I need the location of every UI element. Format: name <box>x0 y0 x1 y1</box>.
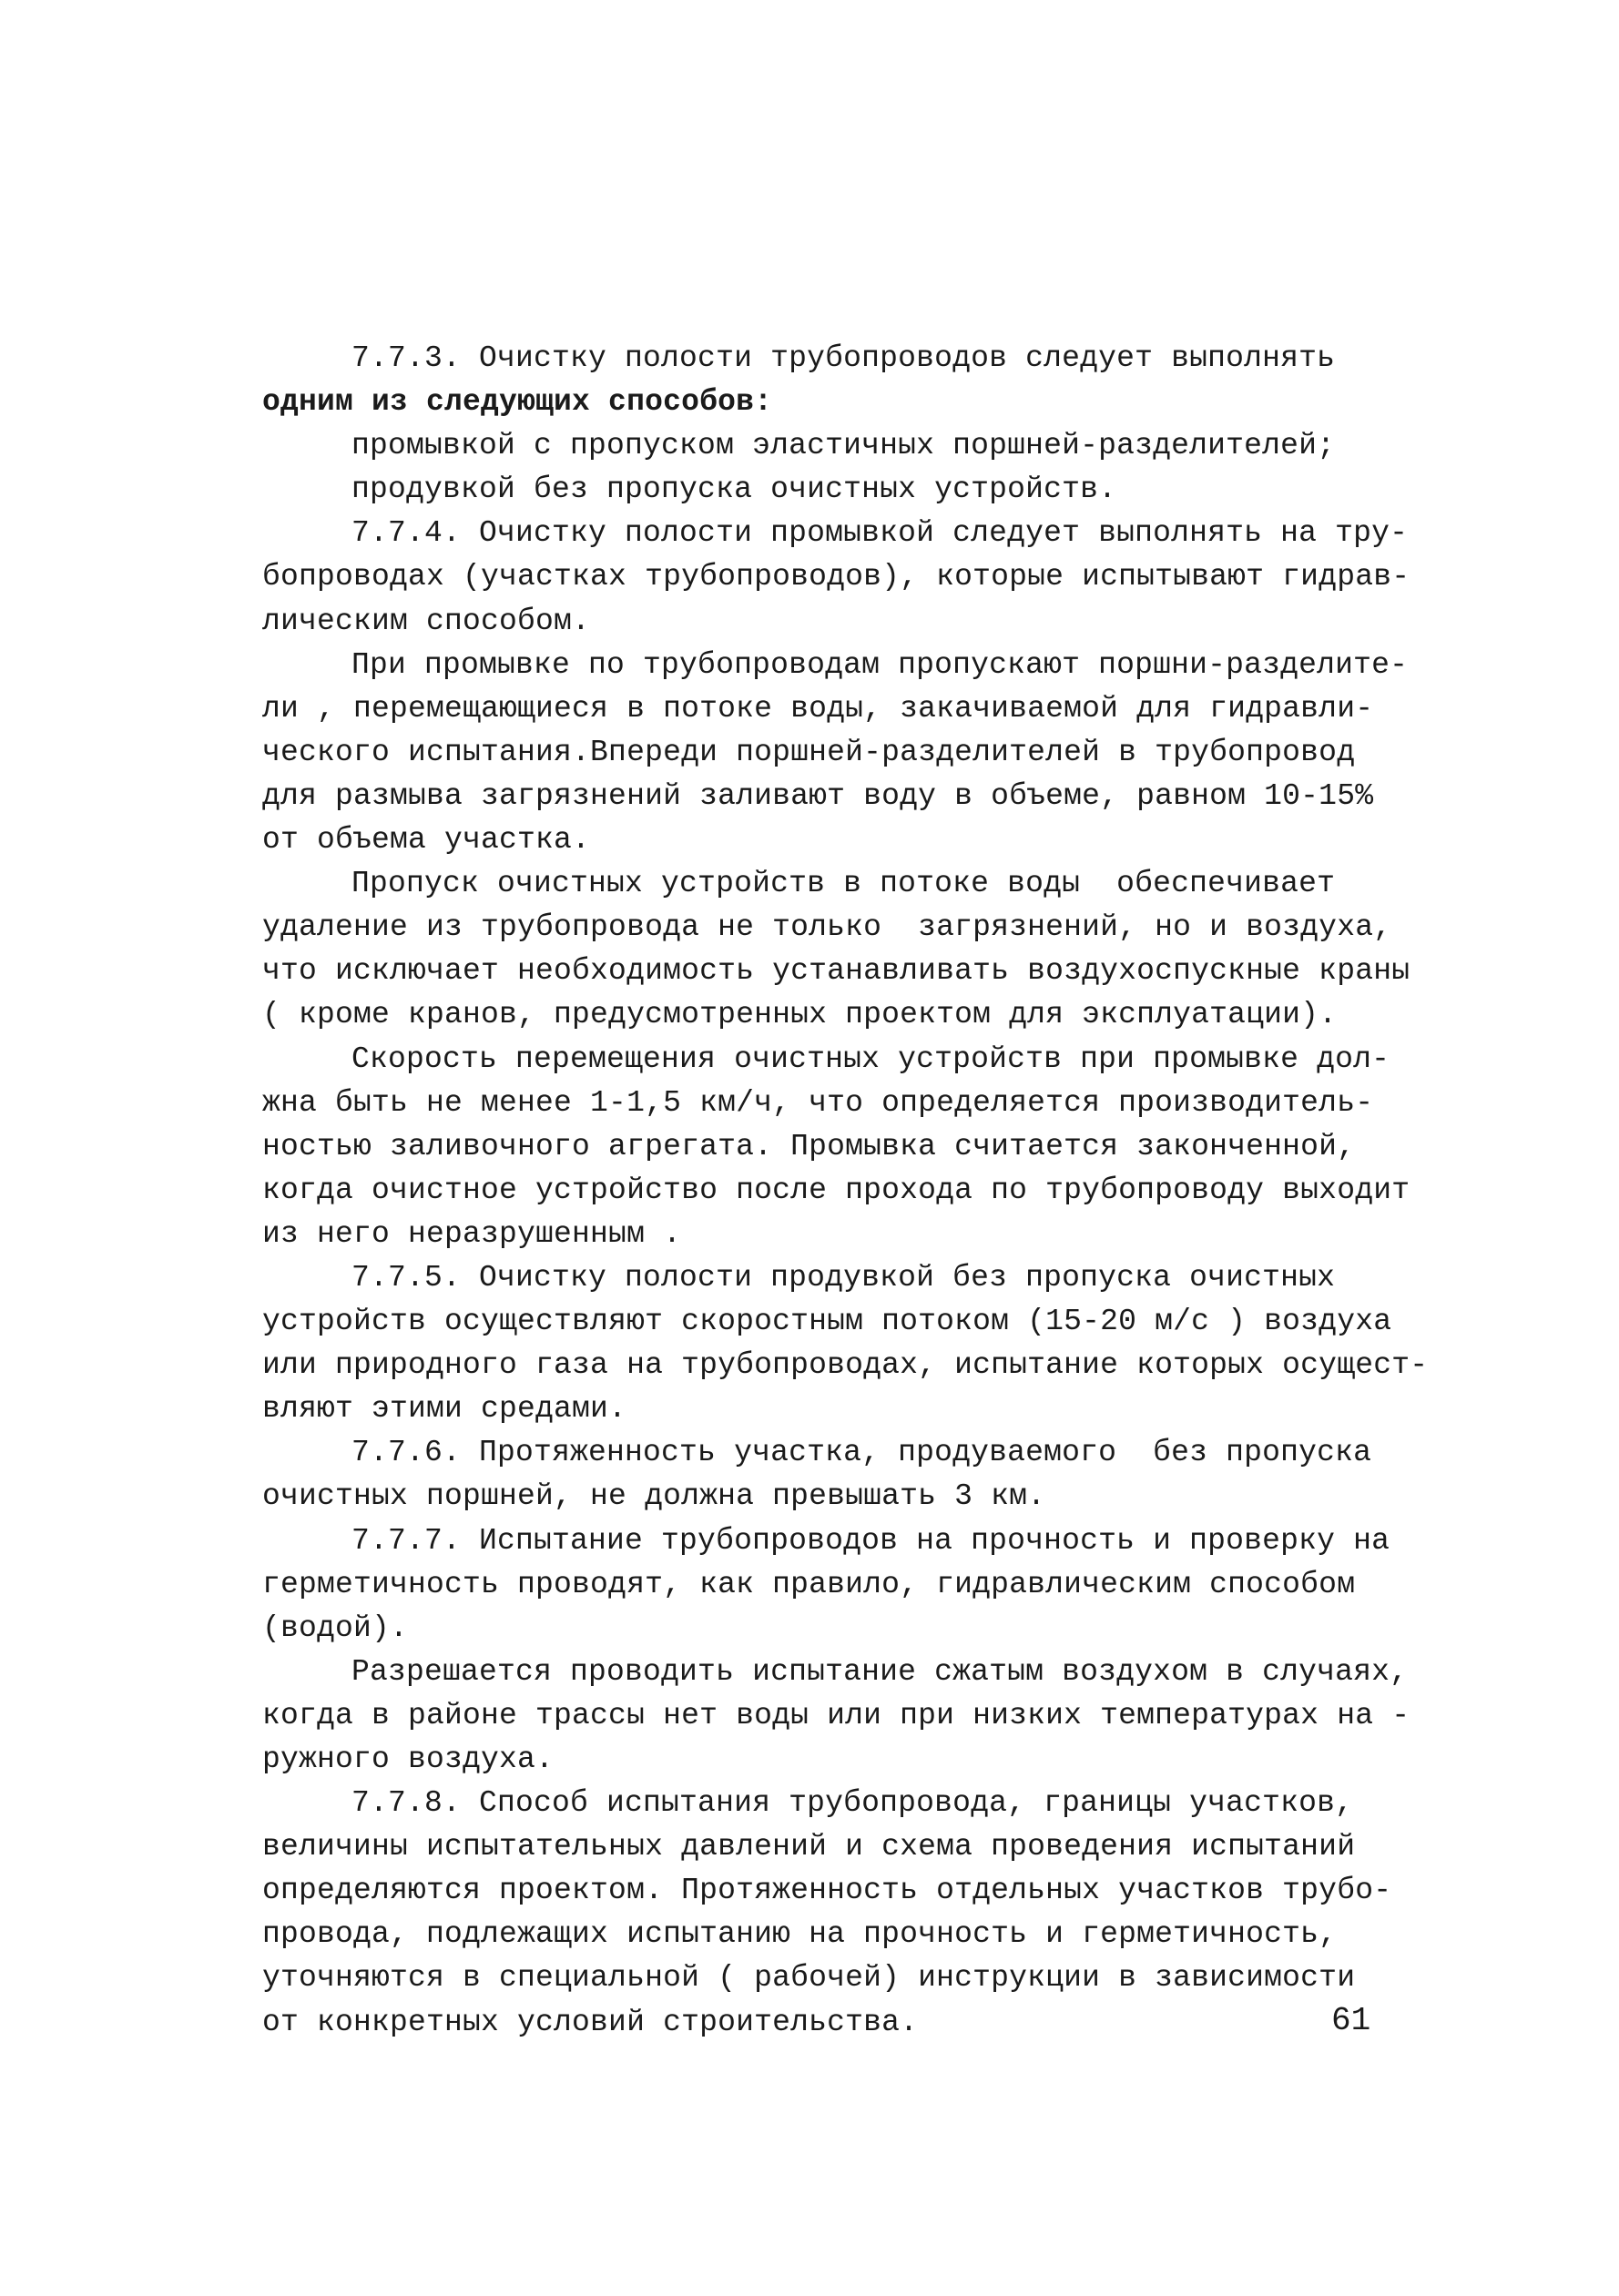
section-7-7-7-heading: 7.7.7. Испытание трубопроводов на прочность и проверку на <box>351 1523 1390 1558</box>
text-line: ностью заливочного агрегата. Промывка считается законченной, <box>262 1129 1356 1163</box>
text-line: ческого испытания.Впереди поршней-разделителей в трубопровод <box>262 735 1356 769</box>
text-line: вляют этими средами. <box>262 1392 627 1427</box>
list-item-flushing: промывкой с пропуском эластичных поршней-разделителей; <box>351 429 1336 463</box>
section-7-7-5-heading: 7.7.5. Очистку полости продувкой без пропуска очистных <box>351 1260 1336 1295</box>
list-item-blowing: продувкой без пропуска очистных устройств. <box>351 472 1117 507</box>
section-7-7-4-heading: 7.7.4. Очистку полости промывкой следует выполнять на тру- <box>351 516 1409 551</box>
section-7-7-3-heading: 7.7.3. Очистку полости трубопроводов следует выполнять <box>351 341 1336 375</box>
text-line: что исключает необходимость устанавливать воздухоспускные краны <box>262 954 1410 989</box>
paragraph-start: Скорость перемещения очистных устройств при промывке дол- <box>351 1041 1390 1076</box>
text-line: от конкретных условий строительства. <box>262 2005 919 2039</box>
text-line: из него неразрушенным . <box>262 1216 682 1251</box>
text-line: для размыва загрязнений заливают воду в объеме, равном 10-15% <box>262 778 1374 813</box>
text-line: или природного газа на трубопроводах, испытание которых осущест- <box>262 1348 1429 1383</box>
text-line: уточняются в специальной ( рабочей) инструкции в зависимости <box>262 1961 1356 1996</box>
section-7-7-8-heading: 7.7.8. Способ испытания трубопровода, границы участков, <box>351 1786 1354 1821</box>
section-7-7-6-heading: 7.7.6. Протяженность участка, продуваемого без пропуска <box>351 1436 1372 1470</box>
paragraph-start: При промывке по трубопроводам пропускают поршни-разделите- <box>351 647 1409 682</box>
text-line: (водой). <box>262 1610 409 1645</box>
page-number: 61 <box>1331 2002 1371 2039</box>
text-line: удаление из трубопровода не только загрязнений, но и воздуха, <box>262 910 1392 945</box>
text-line: жна быть не менее 1-1,5 км/ч, что определяется производитель- <box>262 1085 1374 1120</box>
text-line: величины испытательных давлений и схема проведения испытаний <box>262 1830 1356 1864</box>
text-line: устройств осуществляют скоростным потоком (15-20 м/с ) воздуха <box>262 1305 1392 1339</box>
paragraph-start: Пропуск очистных устройств в потоке воды обеспечивает <box>351 867 1336 901</box>
text-line: ( кроме кранов, предусмотренных проектом для эксплуатации). <box>262 998 1338 1032</box>
body-text <box>262 337 1429 2045</box>
text-line: когда в районе трассы нет воды или при низких температурах на - <box>262 1698 1410 1732</box>
text-line: когда очистное устройство после прохода по трубопроводу выходит <box>262 1173 1410 1207</box>
text-line: герметичность проводят, как правило, гидравлическим способом <box>262 1567 1356 1601</box>
text-line: провода, подлежащих испытанию на прочность и герметичность, <box>262 1917 1338 1952</box>
text-line: лическим способом. <box>262 604 591 638</box>
text-line: очистных поршней, не должна превышать 3 км. <box>262 1479 1046 1514</box>
text-line: ли , перемещающиеся в потоке воды, закачиваемой для гидравли- <box>262 691 1374 726</box>
text-line: от объема участка. <box>262 823 591 858</box>
paragraph-start: Разрешается проводить испытание сжатым воздухом в случаях, <box>351 1654 1409 1689</box>
text-line: бопроводах (участках трубопроводов), которые испытывают гидрав- <box>262 560 1410 594</box>
text-line: определяются проектом. Протяженность отдельных участков трубо- <box>262 1874 1392 1908</box>
text-line: ружного воздуха. <box>262 1742 555 1776</box>
text-line: одним из следующих способов: <box>262 385 773 420</box>
